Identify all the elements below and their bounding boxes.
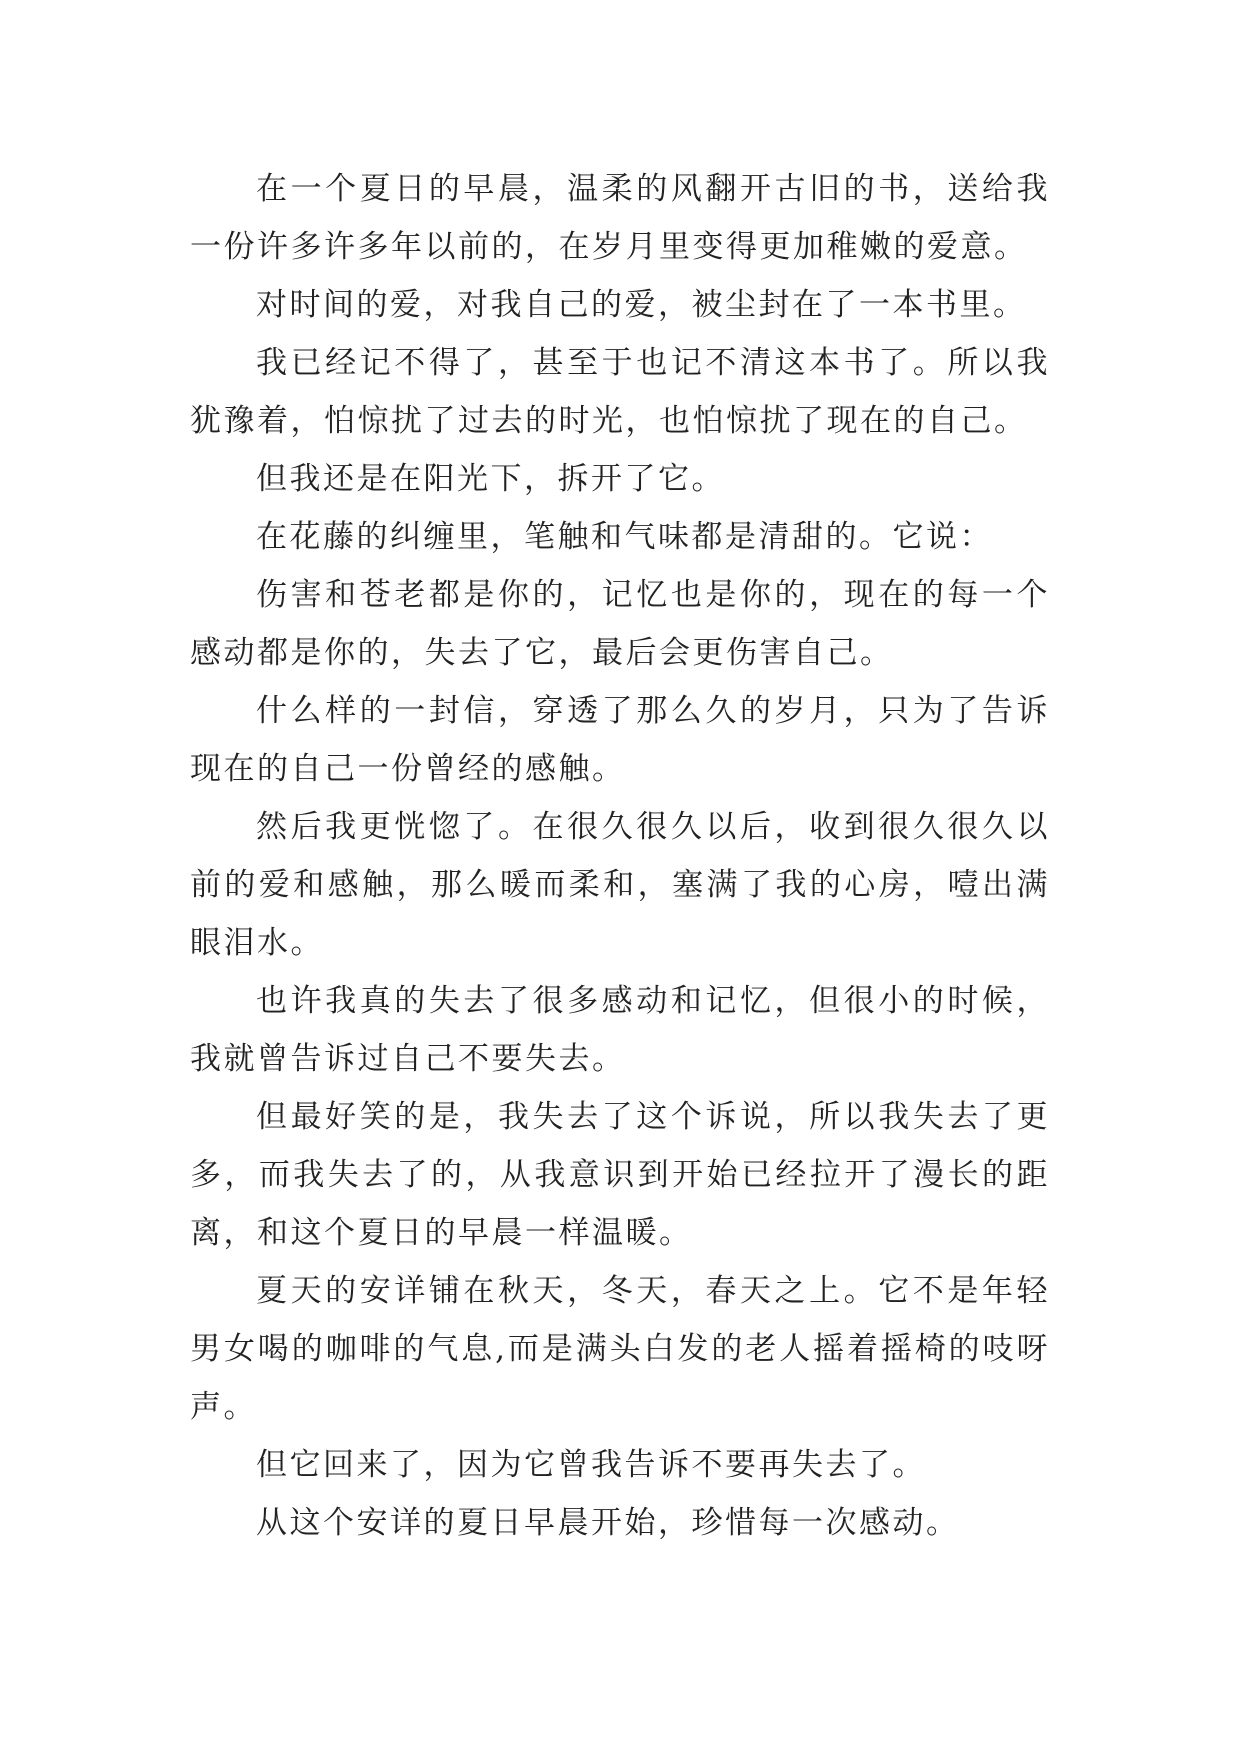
paragraph-8: 然后我更恍惚了。在很久很久以后，收到很久很久以前的爱和感触，那么暖而柔和，塞满了我的心房，噎出满眼泪水。 [190, 809, 1050, 961]
paragraph-9: 也许我真的失去了很多感动和记忆，但很小的时候，我就曾告诉过自己不要失去。 [190, 983, 1050, 1077]
paragraph-7: 什么样的一封信，穿透了那么久的岁月，只为了告诉现在的自己一份曾经的感触。 [190, 693, 1050, 787]
paragraph-2: 对时间的爱，对我自己的爱，被尘封在了一本书里。 [256, 287, 1027, 323]
paragraph-3: 我已经记不得了，甚至于也记不清这本书了。所以我犹豫着，怕惊扰了过去的时光，也怕惊扰了现在的自己。 [190, 345, 1050, 439]
paragraph-6: 伤害和苍老都是你的，记忆也是你的，现在的每一个感动都是你的，失去了它，最后会更伤害自己。 [190, 577, 1050, 671]
paragraph-1: 在一个夏日的早晨，温柔的风翻开古旧的书，送给我一份许多许多年以前的，在岁月里变得更加稚嫩的爱意。 [190, 171, 1050, 265]
paragraph-11: 夏天的安详铺在秋天，冬天，春天之上。它不是年轻男女喝的咖啡的气息,而是满头白发的老人摇着摇椅的吱呀声。 [190, 1273, 1050, 1425]
paragraph-13: 从这个安详的夏日早晨开始，珍惜每一次感动。 [256, 1505, 960, 1541]
paragraph-5: 在花藤的纠缠里，笔触和气味都是清甜的。它说： [256, 519, 993, 555]
document-body [190, 160, 1050, 1552]
paragraph-4: 但我还是在阳光下，拆开了它。 [256, 461, 725, 497]
paragraph-10: 但最好笑的是，我失去了这个诉说，所以我失去了更多，而我失去了的，从我意识到开始已经拉开了漫长的距离，和这个夏日的早晨一样温暖。 [190, 1099, 1050, 1251]
paragraph-12: 但它回来了，因为它曾我告诉不要再失去了。 [256, 1447, 926, 1483]
